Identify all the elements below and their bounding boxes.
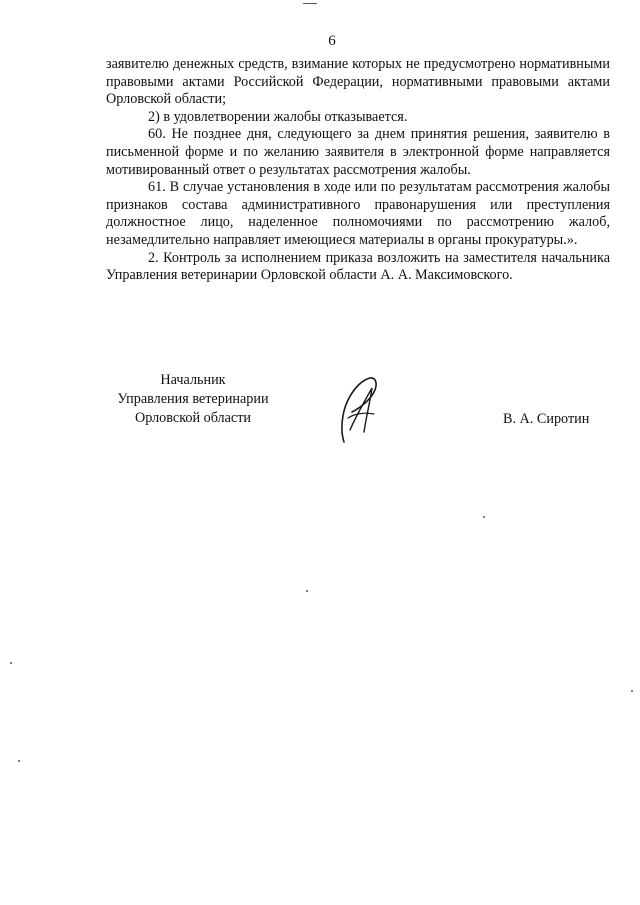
signatory-name: В. А. Сиротин [503,411,590,427]
page-number: 6 [328,33,336,49]
paragraph-continuation: заявителю денежных средств, взимание которых не предусмотрено нормативными правовыми актами Российской Федерации, нормативными правовыми актами Орловской области; [106,56,610,108]
scan-speck [306,590,308,592]
scan-speck [631,690,633,692]
signatory-title-line: Орловской области [134,410,252,426]
paragraph-control: 2. Контроль за исполнением приказа возложить на заместителя начальника Управления ветеринарии Орловской области А. А. Максимовского. [106,249,610,284]
paragraph-item-2: 2) в удовлетворении жалобы отказывается. [148,108,408,125]
scan-speck [10,662,12,664]
handwritten-signature [334,372,382,446]
signatory-title-line: Управления ветеринарии [117,391,269,407]
scan-speck [483,516,485,518]
signatory-title [98,371,288,428]
document-body [106,56,610,285]
signatory-title-line: Начальник [160,372,226,388]
scan-speck [303,3,317,4]
paragraph-61: 61. В случае установления в ходе или по результатам рассмотрения жалобы признаков состава административного правонарушения или преступления должностное лицо, наделенное полномочиями по рассмотрению жалоб, незамедлительно направляет имеющиеся материалы в органы прокуратуры.». [106,179,610,248]
scan-speck [18,760,20,762]
paragraph-60: 60. Не позднее дня, следующего за днем принятия решения, заявителю в письменной форме и по желанию заявителя в электронной форме направляется мотивированный ответ о результатах рассмотрения жалобы. [106,126,610,178]
